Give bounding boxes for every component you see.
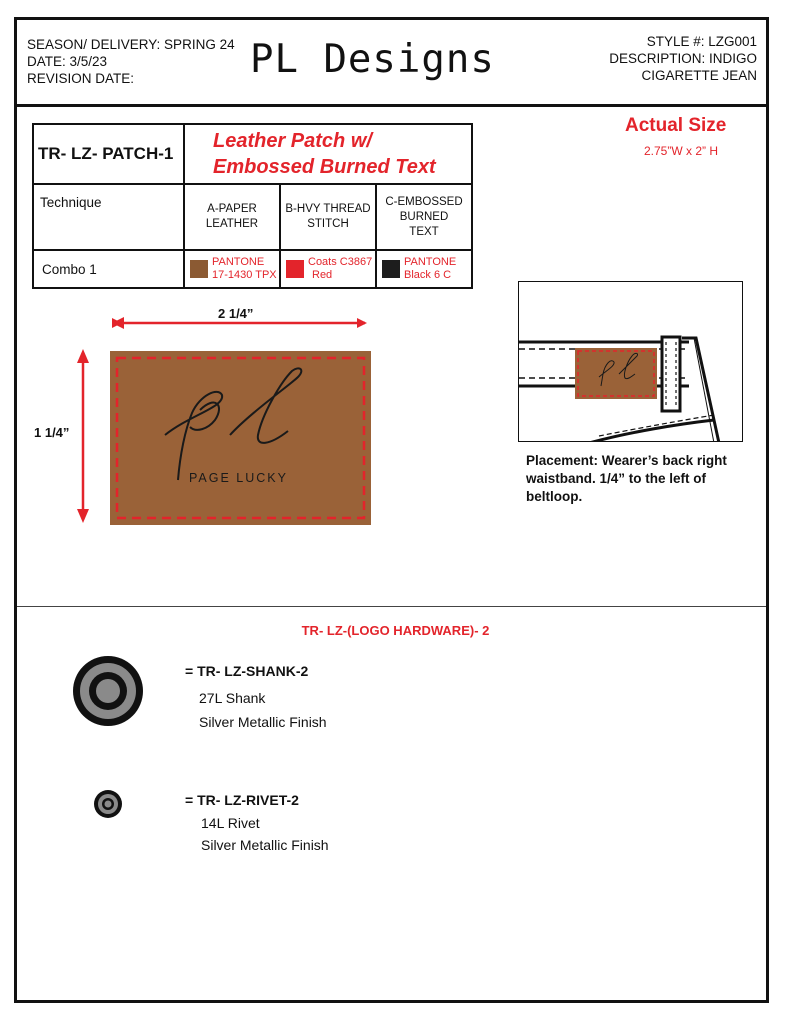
technique-c-line3: TEXT xyxy=(409,225,439,238)
swatch-brown xyxy=(190,260,208,278)
trim-spec-table xyxy=(32,123,473,289)
swatch-red xyxy=(286,260,304,278)
company-title: PL Designs xyxy=(250,37,495,82)
rivet-title: = TR- LZ-RIVET-2 xyxy=(185,792,299,808)
technique-c-line1: C-EMBOSSED xyxy=(385,195,463,208)
trim-title-line1: Leather Patch w/ xyxy=(213,130,372,152)
trim-title-line2: Embossed Burned Text xyxy=(213,156,436,178)
technique-label: Technique xyxy=(33,184,184,250)
swatch-b-line1: Coats C3867 xyxy=(308,256,373,268)
technique-c xyxy=(376,184,472,250)
height-dimension: 1 1/4” xyxy=(34,425,70,440)
shank-button-icon xyxy=(70,655,146,731)
swatch-c-line2: Black 6 C xyxy=(404,269,452,281)
shank-title: = TR- LZ-SHANK-2 xyxy=(185,663,309,679)
patch-drawing xyxy=(0,295,400,535)
date: DATE: 3/5/23 xyxy=(27,54,108,69)
swatch-a-line2: 17-1430 TPX xyxy=(212,269,277,281)
actual-size-label: Actual Size xyxy=(625,115,727,136)
swatch-a-line1: PANTONE xyxy=(212,256,265,268)
rivet-size: 14L Rivet xyxy=(201,815,260,831)
combo-c xyxy=(376,250,472,288)
height-arrow-bottom-head xyxy=(77,509,89,523)
combo-label: Combo 1 xyxy=(33,250,184,288)
actual-size-dims: 2.75”W x 2” H xyxy=(644,144,719,158)
combo-a xyxy=(184,250,280,288)
technique-b xyxy=(280,184,376,250)
rivet-icon xyxy=(92,789,124,821)
placement-patch xyxy=(575,348,657,399)
technique-a-line1: A-PAPER xyxy=(207,203,257,215)
technique-a xyxy=(184,184,280,250)
leather-patch xyxy=(110,351,371,525)
section-divider xyxy=(17,606,766,607)
height-arrow-top-head xyxy=(77,349,89,363)
placement-illustration xyxy=(518,281,743,442)
description: DESCRIPTION: INDIGO xyxy=(609,51,757,66)
hardware-section-title: TR- LZ-(LOGO HARDWARE)- 2 xyxy=(301,623,490,638)
shank-finish: Silver Metallic Finish xyxy=(199,714,327,730)
shank-size: 27L Shank xyxy=(199,690,266,706)
technique-c-line2: BURNED xyxy=(399,210,449,223)
description-cont: CIGARETTE JEAN xyxy=(641,68,757,83)
swatch-c-line1: PANTONE xyxy=(404,256,457,268)
technique-a-line2: LEATHER xyxy=(205,218,259,230)
trim-code: TR- LZ- PATCH-1 xyxy=(33,124,184,184)
waistband-drawing xyxy=(519,282,743,442)
rivet-finish: Silver Metallic Finish xyxy=(201,837,329,853)
header-right-info xyxy=(609,33,757,84)
style-number: STYLE #: LZG001 xyxy=(646,34,757,49)
swatch-black xyxy=(382,260,400,278)
technique-b-line2: STITCH xyxy=(307,218,349,230)
season-delivery: SEASON/ DELIVERY: SPRING 24 xyxy=(27,37,235,52)
width-arrow-left-head xyxy=(112,317,124,329)
placement-description: Placement: Wearer’s back right waistband. 1/4” to the left of beltloop. xyxy=(526,453,727,504)
swatch-b-line2: Red xyxy=(312,269,333,281)
width-dimension: 2 1/4” xyxy=(218,306,254,321)
header-divider xyxy=(14,104,769,107)
patch-logo-text: PAGE LUCKY xyxy=(189,471,288,485)
trim-title xyxy=(184,124,472,184)
header-left-info xyxy=(27,36,235,87)
revision-date: REVISION DATE: xyxy=(27,71,135,86)
technique-b-line1: B-HVY THREAD xyxy=(285,203,371,215)
combo-b xyxy=(280,250,376,288)
